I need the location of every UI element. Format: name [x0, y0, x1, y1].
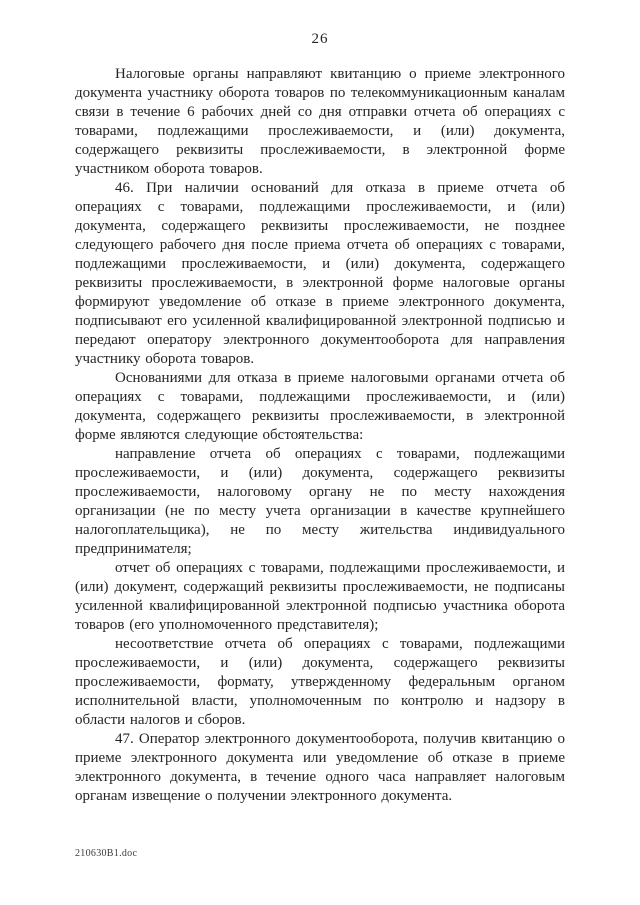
paragraph-grounds-intro: Основаниями для отказа в приеме налоговыми органами отчета об операциях с товарами, подлежащими прослеживаемости, и (или) документа, содержащего реквизиты прослеживаемости, в электронной форме являются следующие обстоятельства:: [75, 370, 565, 443]
paragraph-intro: Налоговые органы направляют квитанцию о приеме электронного документа участнику оборота товаров по телекоммуникационным каналам связи в течение 6 рабочих дней со дня отправки отчета об операциях с товарами, подлежащими прослеживаемости, и (или) документа, содержащего реквизиты прослеживаемости, в электронной форме участником оборота товаров.: [75, 66, 565, 177]
page-number: 26: [311, 31, 329, 47]
paragraph-47: 47. Оператор электронного документооборота, получив квитанцию о приеме электронного документа или уведомление об отказе в приеме электронного документа, в течение одного часа направляет налоговым органам извещение о получении электронного документа.: [75, 731, 565, 804]
document-body: [75, 65, 565, 806]
paragraph-46: 46. При наличии оснований для отказа в приеме отчета об операциях с товарами, подлежащими прослеживаемости, и (или) документа, содержащего реквизиты прослеживаемости, не позднее следующего рабочего дня после приема отчета об операциях с товарами, подлежащими прослеживаемости, и (или) документа, содержащего реквизиты прослеживаемости, в электронной форме налоговые органы формируют уведомление об отказе в приеме электронного документа, подписывают его усиленной квалифицированной электронной подписью и передают оператору электронного документооборота для направления участнику оборота товаров.: [75, 180, 565, 367]
paragraph-ground-1: направление отчета об операциях с товарами, подлежащими прослеживаемости, и (или) документа, содержащего реквизиты прослеживаемости, налоговому органу не по месту нахождения организации (не по месту учета организации в качестве крупнейшего налогоплательщика), не по месту жительства индивидуального предпринимателя;: [75, 446, 565, 557]
footer-filename: 210630B1.doc: [75, 848, 138, 859]
paragraph-ground-3: несоответствие отчета об операциях с товарами, подлежащими прослеживаемости, и (или) документа, содержащего реквизиты прослеживаемости, формату, утвержденному федеральным органом исполнительной власти, уполномоченным по контролю и надзору в области налогов и сборов.: [75, 636, 565, 728]
paragraph-ground-2: отчет об операциях с товарами, подлежащими прослеживаемости, и (или) документ, содержащий реквизиты прослеживаемости, не подписаны усиленной квалифицированной электронной подписью участника оборота товаров (его уполномоченного представителя);: [75, 560, 565, 633]
